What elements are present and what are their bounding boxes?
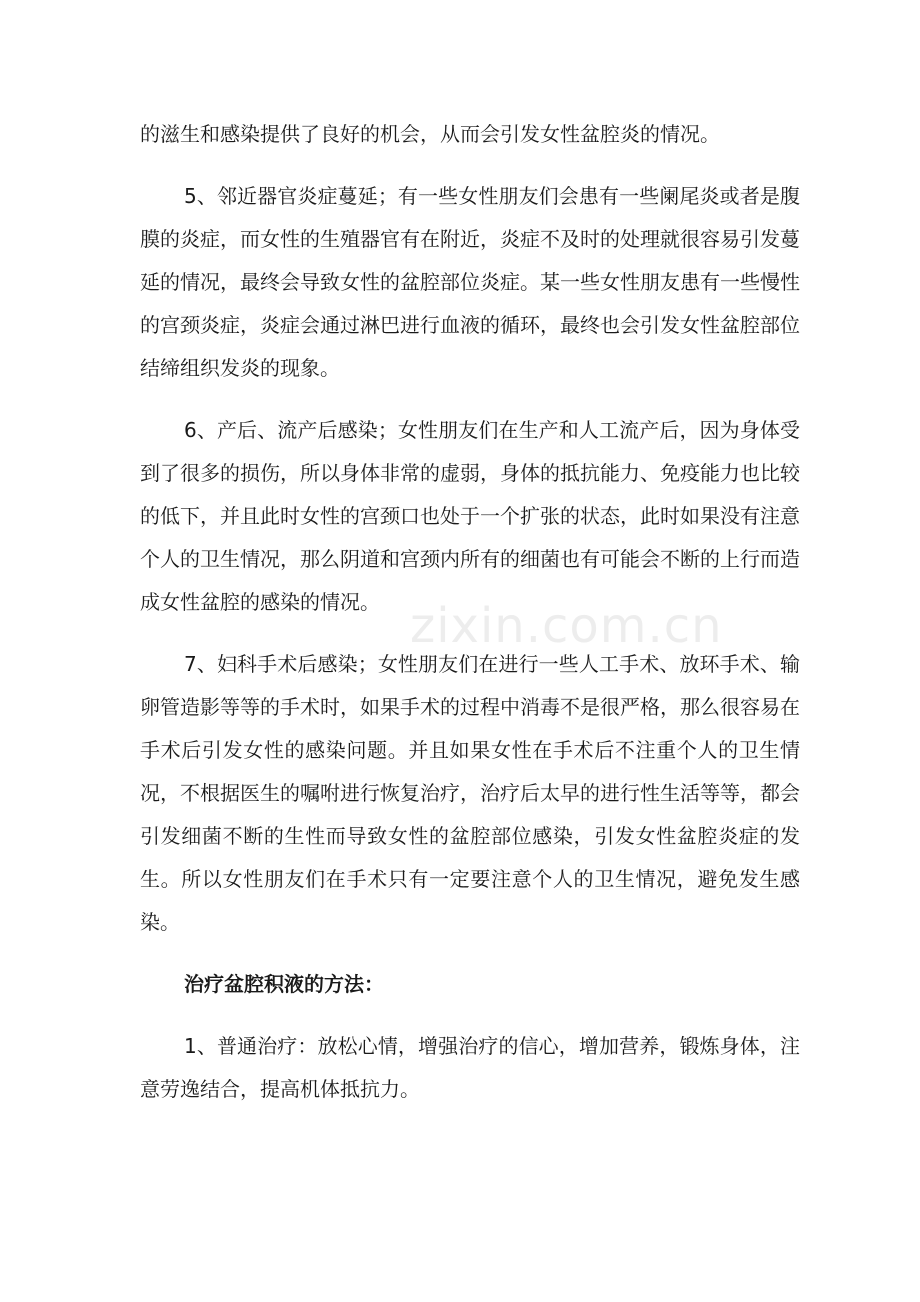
- paragraph-cause-7: 7、妇科手术后感染；女性朋友们在进行一些人工手术、放环手术、输卵管造影等等的手术时，如果手术的过程中消毒不是很严格，那么很容易在手术后引发女性的感染问题。并且如果女性在手术后不注重个人的卫生情况，不根据医生的嘱咐进行恢复治疗，治疗后太早的进行性生活等等，都会引发细菌不断的生性而导致女性的盆腔部位感染，引发女性盆腔炎症的发生。所以女性朋友们在手术只有一定要注意个人的卫生情况，避免发生感染。: [140, 652, 800, 934]
- paragraph-cause-6: 6、产后、流产后感染；女性朋友们在生产和人工流产后，因为身体受到了很多的损伤，所以身体非常的虚弱，身体的抵抗能力、免疫能力也比较的低下，并且此时女性的宫颈口也处于一个扩张的状态，此时如果没有注意个人的卫生情况，那么阴道和宫颈内所有的细菌也有可能会不断的上行而造成女性盆腔的感染的情况。: [140, 418, 800, 614]
- paragraph-cause-5: 5、邻近器官炎症蔓延；有一些女性朋友们会患有一些阑尾炎或者是腹膜的炎症，而女性的生殖器官有在附近，炎症不及时的处理就很容易引发蔓延的情况，最终会导致女性的盆腔部位炎症。某一些女性朋友患有一些慢性的宫颈炎症，炎症会通过淋巴进行血液的循环，最终也会引发女性盆腔部位结缔组织发炎的现象。: [140, 184, 800, 380]
- document-body: [140, 113, 800, 1130]
- watermark: zixin.com.cn: [410, 598, 723, 654]
- paragraph-continuation: 的滋生和感染提供了良好的机会，从而会引发女性盆腔炎的情况。: [140, 122, 720, 146]
- section-heading: 治疗盆腔积液的方法：: [184, 972, 384, 996]
- paragraph-treatment-1: 1、普通治疗：放松心情，增强治疗的信心，增加营养，锻炼身体，注意劳逸结合，提高机体抵抗力。: [140, 1034, 800, 1101]
